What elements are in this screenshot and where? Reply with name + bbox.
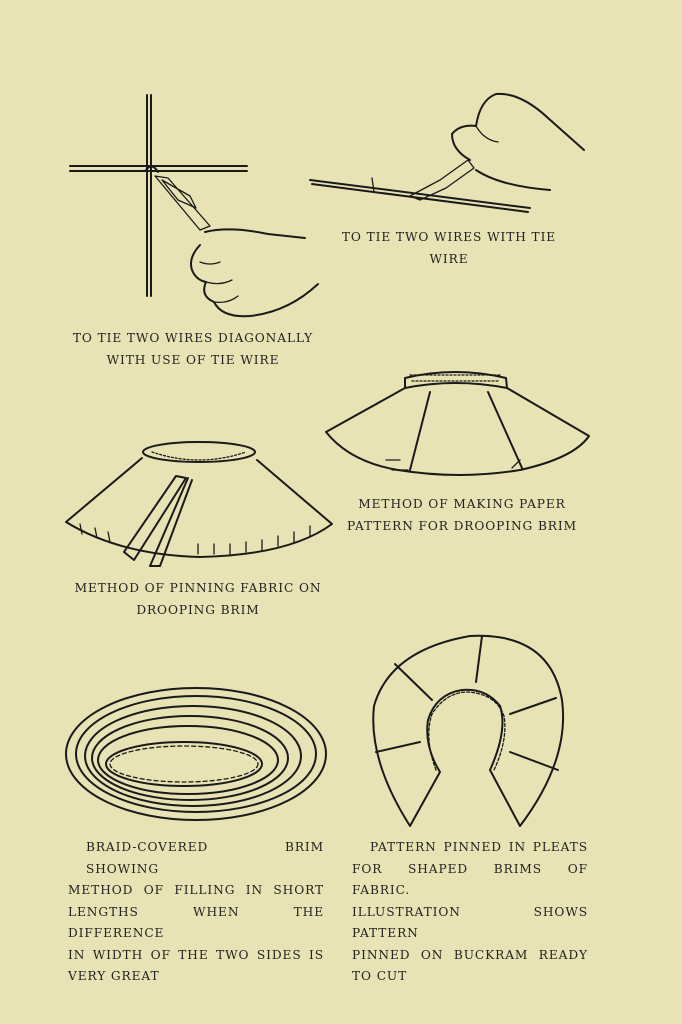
caption-line: LENGTHS WHEN THE DIFFERENCE	[68, 904, 324, 940]
fig4-pinning-fabric-illustration	[66, 442, 332, 566]
fig5-caption	[68, 837, 324, 988]
caption-line: WIRE	[429, 251, 469, 266]
fig4-caption	[70, 578, 326, 621]
caption-line: TO CUT	[352, 969, 408, 983]
caption-line: VERY GREAT	[68, 969, 160, 983]
caption-line: PATTERN FOR DROOPING BRIM	[347, 518, 577, 533]
fig2-wire-tie-illustration	[310, 94, 584, 212]
caption-line: DROOPING BRIM	[136, 602, 260, 617]
caption-line: FOR SHAPED BRIMS OF FABRIC.	[352, 861, 588, 897]
caption-line: BRAID-COVERED BRIM SHOWING	[86, 840, 324, 876]
fig5-braid-brim-illustration	[66, 688, 326, 820]
caption-line: PATTERN PINNED IN PLEATS	[370, 840, 588, 854]
fig3-paper-pattern-illustration	[326, 372, 589, 475]
fig1-wire-tie-diagonal-illustration	[70, 95, 318, 316]
caption-line: TO TIE TWO WIRES DIAGONALLY	[72, 331, 314, 345]
caption-line: METHOD OF MAKING PAPER	[358, 497, 566, 511]
caption-line: METHOD OF FILLING IN SHORT	[68, 883, 324, 897]
fig2-caption	[332, 227, 566, 270]
caption-line: TO TIE TWO WIRES WITH TIE	[341, 230, 557, 244]
caption-line: IN WIDTH OF THE TWO SIDES IS	[68, 947, 324, 962]
fig1-caption	[62, 328, 324, 371]
fig3-caption	[344, 494, 580, 537]
caption-line: PINNED ON BUCKRAM READY	[352, 947, 588, 962]
caption-line: METHOD OF PINNING FABRIC ON	[74, 581, 322, 595]
fig6-caption	[352, 837, 588, 988]
fig6-pleated-pattern-illustration	[373, 636, 563, 826]
caption-line: WITH USE OF TIE WIRE	[106, 352, 280, 367]
caption-line: ILLUSTRATION SHOWS PATTERN	[352, 904, 588, 940]
